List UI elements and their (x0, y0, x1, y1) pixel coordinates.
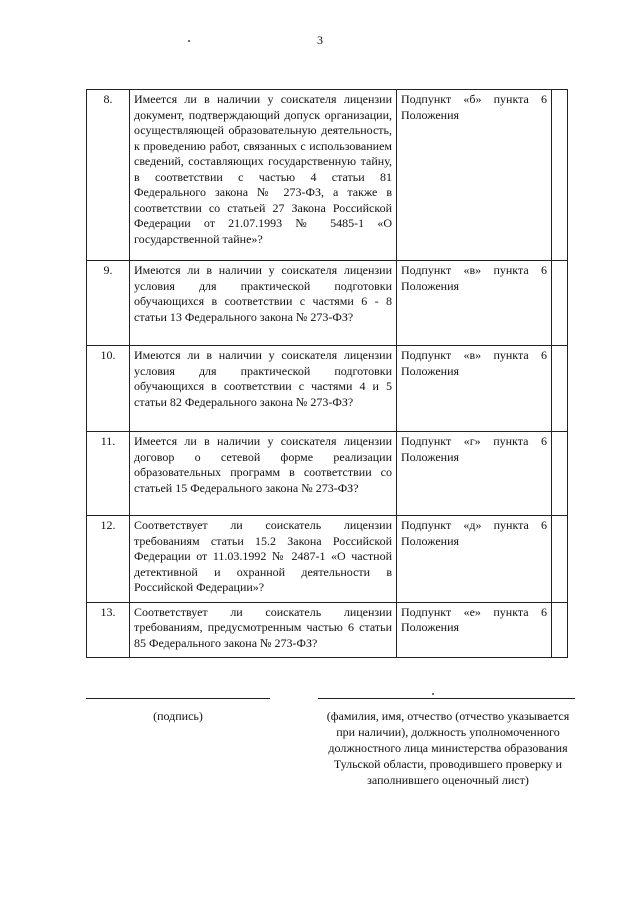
scan-speck (432, 693, 434, 695)
row-reference: Подпункт «в» пункта 6 Положения (397, 346, 552, 432)
row-reference: Подпункт «г» пункта 6 Положения (397, 432, 552, 516)
page-number: 3 (317, 33, 323, 47)
table-row (87, 261, 568, 346)
row-reference: Подпункт «в» пункта 6 Положения (397, 261, 552, 346)
name-caption: (фамилия, имя, отчество (отчество указывается при наличии), должность уполномоченного должностного лица министерства образования Тульской области, проводившего проверку и заполнившего оценочный лист) (326, 709, 570, 787)
row-question: Имеются ли в наличии у соискателя лицензии условия для практической подготовки обучающихся в соответствии с частями 4 и 5 статьи 82 Федерального закона № 273-ФЗ? (130, 346, 397, 432)
table-row (87, 432, 568, 516)
row-reference: Подпункт «б» пункта 6 Положения (397, 90, 552, 261)
row-question: Соответствует ли соискатель лицензии требованиям, предусмотренным частью 6 статьи 85 Федерального закона № 273-ФЗ? (130, 602, 397, 658)
row-mark-cell (552, 602, 568, 658)
row-number: 10. (87, 346, 130, 432)
row-reference: Подпункт «е» пункта 6 Положения (397, 602, 552, 658)
checklist-table (86, 89, 568, 658)
row-mark-cell (552, 516, 568, 603)
row-mark-cell (552, 346, 568, 432)
row-mark-cell (552, 90, 568, 261)
signature-caption: (подпись) (153, 709, 203, 723)
scan-speck (188, 40, 190, 42)
name-line (318, 698, 575, 699)
row-number: 11. (87, 432, 130, 516)
table-row (87, 90, 568, 261)
table-row (87, 602, 568, 658)
row-reference: Подпункт «д» пункта 6 Положения (397, 516, 552, 603)
row-number: 13. (87, 602, 130, 658)
row-number: 9. (87, 261, 130, 346)
row-question: Имеются ли в наличии у соискателя лицензии условия для практической подготовки обучающихся в соответствии с частями 6 - 8 статьи 13 Федерального закона № 273-ФЗ? (130, 261, 397, 346)
table-row (87, 516, 568, 603)
row-question: Соответствует ли соискатель лицензии требованиям статьи 15.2 Закона Российской Федерации от 11.03.1992 № 2487-1 «О частной детективной и охранной деятельности в Российской Федерации»? (130, 516, 397, 603)
row-mark-cell (552, 261, 568, 346)
row-question: Имеется ли в наличии у соискателя лицензии договор о сетевой форме реализации образовательных программ в соответствии со статьей 15 Федерального закона № 273-ФЗ? (130, 432, 397, 516)
row-question: Имеется ли в наличии у соискателя лицензии документ, подтверждающий допуск организации, осуществляющей образовательную деятельность, к проведению работ, связанных с использованием сведений, составляющих государственную тайну, в соответствии с частью 4 статьи 81 Федерального закона № 273-ФЗ, а также в соответствии со статьей 27 Закона Российской Федерации от 21.07.1993 № 5485-1 «О государственной тайне»? (130, 90, 397, 261)
signature-line (86, 698, 270, 699)
row-number: 8. (87, 90, 130, 261)
row-number: 12. (87, 516, 130, 603)
table-row (87, 346, 568, 432)
row-mark-cell (552, 432, 568, 516)
